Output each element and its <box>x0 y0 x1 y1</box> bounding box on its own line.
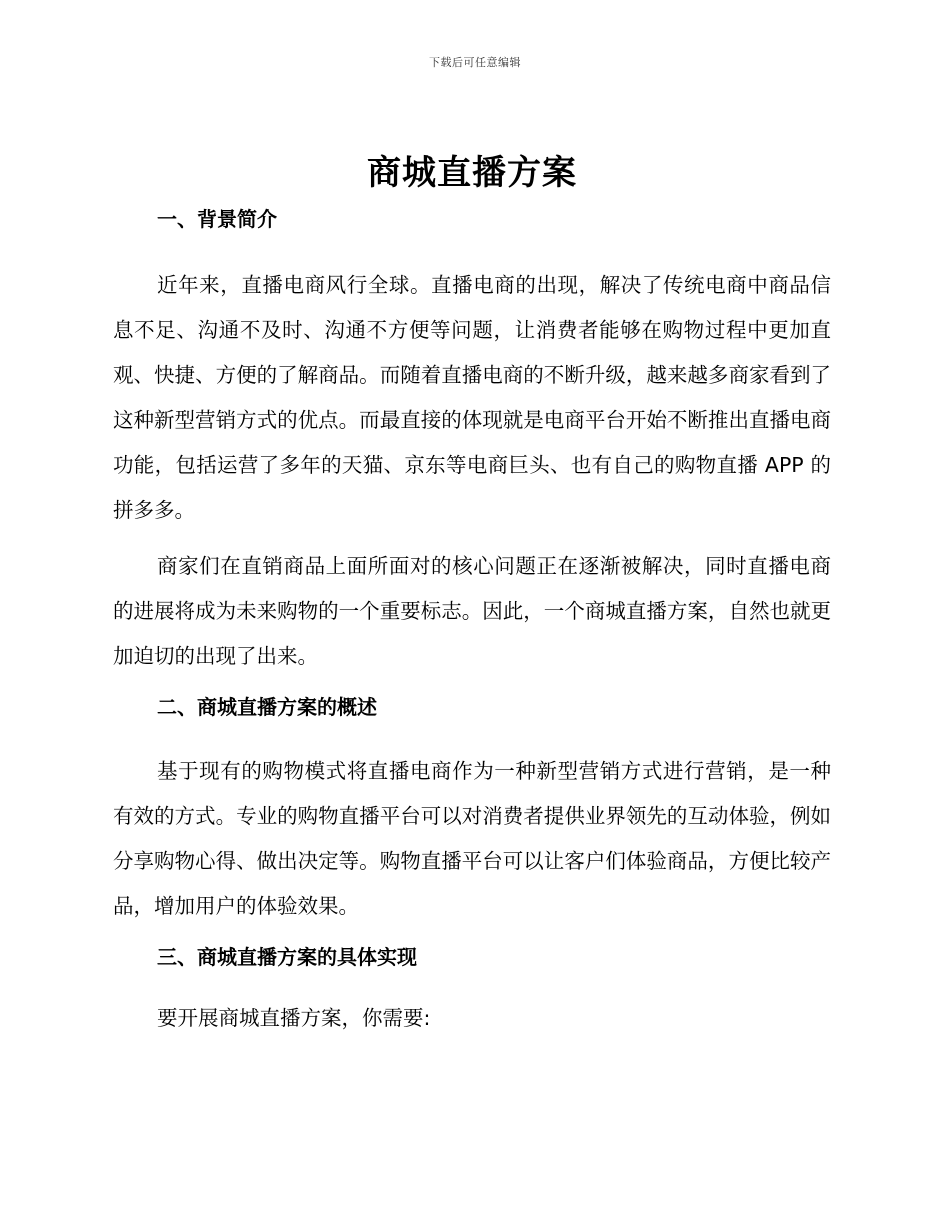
paragraph-background-1: 近年来，直播电商风行全球。直播电商的出现，解决了传统电商中商品信息不足、沟通不及时、沟通不方便等问题，让消费者能够在购物过程中更加直观、快捷、方便的了解商品。而随着直播电商的不断升级，越来越多商家看到了这种新型营销方式的优点。而最直接的体现就是电商平台开始不断推出直播电商功能，包括运营了多年的天猫、京东等电商巨头、也有自己的购物直播 APP 的拼多多。 <box>113 273 831 522</box>
paragraph-background-2: 商家们在直销商品上面所面对的核心问题正在逐渐被解决，同时直播电商的进展将成为未来购物的一个重要标志。因此，一个商城直播方案，自然也就更加迫切的出现了出来。 <box>113 554 831 668</box>
document-title: 商城直播方案 <box>367 153 577 193</box>
section-heading-background: 一、背景简介 <box>157 207 277 231</box>
section-heading-implementation: 三、商城直播方案的具体实现 <box>157 945 417 969</box>
page-header-note: 下载后可任意编辑 <box>429 56 521 69</box>
section-heading-overview: 二、商城直播方案的概述 <box>157 695 377 719</box>
document-body <box>113 150 831 1041</box>
paragraph-implementation-1: 要开展商城直播方案，你需要: <box>157 1006 431 1030</box>
paragraph-overview-1: 基于现有的购物模式将直播电商作为一种新型营销方式进行营销，是一种有效的方式。专业的购物直播平台可以对消费者提供业界领先的互动体验，例如分享购物心得、做出决定等。购物直播平台可以让客户们体验商品，方便比较产品，增加用户的体验效果。 <box>113 759 831 918</box>
